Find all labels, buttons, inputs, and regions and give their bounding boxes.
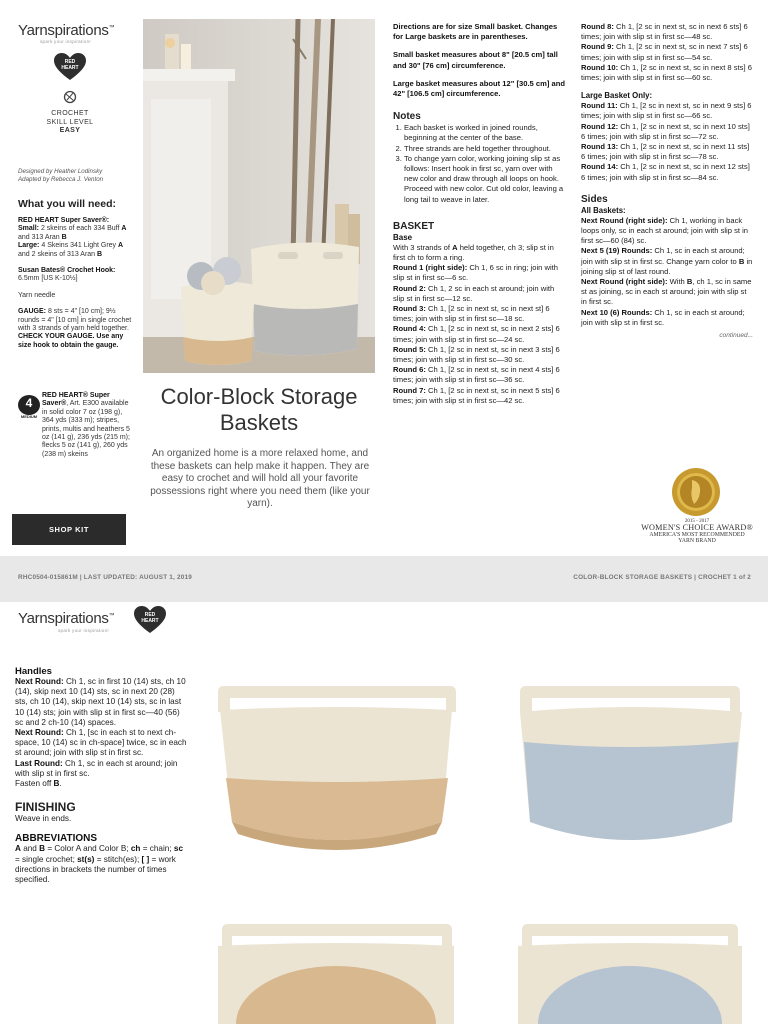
skill-level [30, 110, 110, 136]
heart-text [54, 60, 86, 71]
round-text: Ch 1, [2 sc in next st, sc in next st] 6 times; join with slip st in first sc—18 sc. [393, 304, 550, 324]
round-text: Ch 1, sc in each st around; join with slip st in first sc. Change yarn color to [581, 246, 745, 266]
red-heart-logo [134, 606, 168, 636]
skill-line3: EASY [59, 127, 81, 134]
base-intro [393, 243, 565, 263]
logo-tm: ™ [108, 613, 115, 619]
round-label: Next Round: [15, 677, 64, 686]
sides-heading: Sides [581, 193, 608, 205]
directions-p1: Directions are for size Small basket. Changes for Large baskets are in parentheses. [393, 22, 558, 42]
continued-label: continued... [719, 332, 753, 340]
gauge-label: GAUGE: [18, 308, 46, 316]
sides-round [581, 308, 753, 328]
abbr-eq3: = single crochet; [15, 854, 78, 864]
base-round [393, 284, 565, 304]
title-line2: Baskets [219, 410, 299, 435]
large-round [581, 122, 753, 142]
fasten-off [15, 779, 187, 789]
round-text: , ch 1, sc in same st as joining, sc in each st around; join with slip st in first sc. [581, 277, 752, 307]
yarnspirations-logo [18, 610, 114, 627]
rounds-column [581, 22, 753, 341]
round-label: Round 14: [581, 162, 619, 172]
adapted-by: Adapted by Rebecca J. Venton [18, 176, 104, 183]
round-text: Ch 1, 2 sc in each st around; join with slip st in first sc—12 sc. [393, 283, 555, 303]
large-round [581, 101, 753, 121]
round-label: Round 10: [581, 62, 619, 72]
small-text: 2 skeins of each 334 Buff [39, 225, 122, 233]
base-intro-pre: With 3 strands of [393, 242, 453, 252]
page2-text-column [15, 666, 187, 885]
base-intro-a: A [452, 242, 458, 252]
large-round [581, 162, 753, 182]
round-label: Round 7: [393, 385, 426, 395]
round-text: Ch 1, [2 sc in next st, sc in next 9 sts] 6 times; join with slip st in first sc—66 sc. [581, 101, 752, 121]
heart-text [134, 613, 166, 624]
yarn-description [42, 392, 130, 459]
intro-text: An organized home is a more relaxed home, and these baskets can help make it happen. They are easy to crochet and will hold all your favorite possessions right where you need them (like your yarn). [150, 448, 370, 510]
round-label: Round 3: [393, 304, 426, 314]
logo-text: Yarnspirations [18, 22, 109, 39]
logo-tagline: spark your inspiration! [40, 39, 91, 44]
handles-heading: Handles [15, 666, 52, 677]
round-label: Round 4: [393, 324, 426, 334]
round-text: Ch 1, [2 sc in next st, sc in next 8 sts] 6 times; join with slip st in first sc—60 sc. [581, 62, 752, 83]
heart-line1: RED [144, 612, 156, 618]
sides-round [581, 216, 753, 247]
basket-heading: BASKET [393, 220, 435, 232]
round-text: Ch 1, 6 sc in ring; join with slip st in first sc—6 sc. [393, 263, 558, 283]
logo-text: Yarnspirations [18, 610, 109, 627]
round-text: Ch 1, [2 sc in next st, sc in next 2 sts] 6 times; join with slip st in first sc—24 sc. [393, 324, 560, 344]
yarnspirations-logo [18, 22, 114, 39]
round-text: Ch 1, sc in each st around; join with slip st in first sc. [581, 307, 745, 327]
abbr-eq4: = stitch(es); [94, 854, 142, 864]
round-text: Ch 1, [2 sc in next st, sc in next 11 sts] 6 times; join with slip st in first sc—78 sc. [581, 142, 750, 162]
base-round [393, 345, 565, 365]
round-text: Ch 1, [sc in each st to next ch-space, 10 (14) sc in ch-space] twice, sc in each st around; join with slip st in first sc. [15, 728, 187, 758]
round-label: Round 12: [581, 121, 619, 131]
base-round [393, 324, 565, 344]
round-text: Ch 1, [2 sc in next st, sc in next 10 sts] 6 times; join with slip st in first sc—72 sc. [581, 121, 750, 141]
small-a: A [121, 225, 127, 233]
round-label: Next Round (right side): [581, 215, 668, 225]
abbreviations-heading: ABBREVIATIONS [15, 833, 98, 845]
small-label: Small: [18, 225, 40, 233]
note-item: 3. To change yarn color, working joining slip st as follows: Insert hook in first sc, yarn over with new color and draw through all loops on hook. Proceed with new color. Cut old color, leaving a long tail to weave in later. [404, 154, 565, 205]
round-text: Ch 1, [2 sc in next st, sc in next 12 sts] 6 times; join with slip st in first sc—84 sc. [581, 162, 750, 182]
logo-tagline: spark your inspiration! [58, 628, 109, 633]
yarn-title: RED HEART Super Saver®: [18, 217, 110, 224]
abbr-sts: st(s) [77, 854, 95, 864]
heart-line1: RED [64, 59, 76, 65]
directions-p3: Large basket measures about 12" [30.5 cm] and 42" [106.5 cm] circumference. [393, 78, 565, 99]
abbr-eq5: = work directions in brackets the number of times specified. [15, 854, 176, 885]
designed-by: Designed by Heather Lodinsky [18, 168, 103, 175]
page-title [143, 384, 375, 436]
round-text: Ch 1, [2 sc in next st, sc in next 5 sts] 6 times; join with slip st in first sc—42 sc. [393, 385, 560, 405]
weight-label: MEDIUM [20, 414, 38, 419]
round-label: Round 11: [581, 101, 618, 111]
shop-kit-button[interactable]: SHOP KIT [12, 514, 126, 545]
all-baskets-heading: All Baskets: [581, 205, 626, 215]
yarn-needle: Yarn needle [18, 291, 56, 299]
base-round [581, 63, 753, 83]
yarn-desc-title: RED HEART® Super Saver® [42, 392, 110, 408]
footer-left: RHC0504-015861M | LAST UPDATED: AUGUST 1, 2019 [18, 574, 192, 581]
base-round [393, 386, 565, 406]
award-seal [668, 466, 724, 518]
notes-heading: Notes [393, 111, 421, 123]
round-label: Last Round: [15, 758, 63, 768]
base-round [581, 42, 753, 62]
heart-line2: HEART [141, 617, 159, 624]
award-name: WOMEN'S CHOICE AWARD® [641, 523, 753, 533]
basket-photo-buff-top [210, 920, 462, 1024]
logo-tm: ™ [108, 25, 115, 31]
crochet-icon [63, 90, 77, 104]
page-footer [0, 556, 768, 602]
yarn-weight-icon [17, 394, 41, 420]
small-mid: and 313 Aran [18, 233, 62, 241]
round-text-pre: With [667, 277, 687, 287]
round-text: Ch 1, sc in each st around; join with slip st in first sc. [15, 758, 178, 778]
base-round [581, 22, 753, 42]
yarn-desc-text: , Art. E300 available in solid color 7 oz (198 g), 364 yds (333 m); stripes, prints, multis and heathers 5 oz (141 g), 236 yds (215 m); flecks 5 oz (141 g), 260 yds (238 m) skeins [42, 400, 130, 458]
sides-round [581, 246, 753, 277]
abbreviations-text [15, 844, 187, 885]
handles-round [15, 759, 187, 779]
large-text: 4 Skeins 341 Light Grey [39, 242, 119, 250]
large-label: Large: [18, 242, 40, 250]
base-intro-post: held together, ch 3; slip st in first ch to form a ring. [393, 242, 554, 263]
notes-list [393, 123, 565, 205]
round-text: Ch 1, [2 sc in next st, sc in next 7 sts] 6 times; join with slip st in first sc—54 sc. [581, 42, 748, 62]
fasten-text: Fasten off [15, 779, 54, 789]
large-a: A [118, 242, 124, 250]
note-item: 1. Each basket is worked in joined rounds, beginning at the center of the base. [404, 123, 565, 143]
directions-column [393, 22, 565, 406]
handles-round [15, 728, 187, 759]
red-heart-logo [54, 53, 88, 83]
abbr-sc: sc [173, 844, 183, 854]
hook-text: 6.5mm [US K-10½] [18, 275, 78, 283]
award-years: 2015 - 2017 [684, 519, 710, 524]
basket-photo-buff-side [210, 682, 462, 862]
abbr-and: and [20, 844, 40, 854]
large-b: B [97, 250, 103, 258]
skill-line2: SKILL LEVEL [46, 118, 94, 126]
base-heading: Base [393, 232, 413, 242]
abbr-a: A [15, 844, 21, 854]
note-item: 2. Three strands are held together throughout. [404, 144, 565, 154]
base-round [393, 365, 565, 385]
title-line1: Color-Block Storage [160, 384, 358, 409]
skill-line1: CROCHET [51, 110, 89, 117]
materials-heading: What you will need: [18, 198, 117, 210]
round-label: Next Round (right side): [581, 277, 668, 287]
round-text: Ch 1, sc in first 10 (14) sts, ch 10 (14), skip next 10 (14) sts, sc in next 20 (28) sts, ch 10 (14), skip next 10 (14) sts, sc in last 10 (14) sts; join with slip st in first sc—40 (56) sc and 2 ch-10 (14) spaces. [15, 677, 186, 727]
large-only-heading: Large Basket Only: [581, 91, 653, 101]
round-label: Next 10 (6) Rounds: [581, 307, 653, 317]
round-text-end: in joining slip st of last round. [581, 256, 753, 276]
materials-list [18, 217, 133, 350]
hook-title: Susan Bates® Crochet Hook: [18, 267, 116, 275]
footer-right: COLOR-BLOCK STORAGE BASKETS | CROCHET 1 of 2 [573, 574, 751, 581]
round-label: Next 5 (19) Rounds: [581, 246, 653, 256]
finishing-heading: FINISHING [15, 800, 76, 815]
round-label: Round 13: [581, 142, 619, 152]
award-line1: AMERICA'S MOST RECOMMENDED [649, 531, 745, 538]
round-label: Next Round: [15, 728, 64, 738]
round-text: Ch 1, [2 sc in next st, sc in next 4 sts] 6 times; join with slip st in first sc—36 sc. [393, 365, 560, 385]
basket-photo-grey-side [512, 682, 748, 862]
award-line2: YARN BRAND [678, 538, 716, 545]
abbr-eq1: = Color A and Color B; [45, 844, 131, 854]
abbr-brackets: [ ] [141, 854, 150, 864]
weight-number: 4 [25, 396, 33, 410]
directions-p2: Small basket measures about 8" [20.5 cm] tall and 30" [76 cm] circumference. [393, 50, 558, 70]
round-text: Ch 1, working in back loops only, sc in each st around; join with slip st in first sc—60 (84) sc. [581, 215, 749, 246]
round-text: Ch 1, [2 sc in next st, sc in next 3 sts] 6 times; join with slip st in first sc—30 sc. [393, 344, 560, 365]
round-label: Round 6: [393, 365, 426, 375]
color-b: B [686, 277, 693, 287]
round-label: Round 8: [581, 22, 614, 31]
round-label: Round 9: [581, 42, 614, 52]
handles-round [15, 677, 187, 728]
finishing-text: Weave in ends. [15, 814, 72, 824]
large-round [581, 142, 753, 162]
hero-photo [143, 19, 375, 373]
heart-line2: HEART [61, 64, 79, 71]
round-label: Round 1 (right side): [393, 263, 468, 273]
color-b: B [53, 779, 60, 789]
award-text [638, 519, 756, 545]
award-medal-icon [668, 466, 724, 518]
abbr-eq2: = chain; [140, 844, 174, 854]
page-2 [0, 602, 768, 1024]
base-round [393, 263, 565, 283]
round-text: Ch 1, [2 sc in next st, sc in next 6 sts] 6 times; join with slip st in first sc—48 sc. [581, 22, 748, 42]
basket-photo-grey-top [512, 920, 748, 1024]
round-label: Round 2: [393, 283, 426, 293]
fasten-end: . [59, 779, 62, 789]
abbr-b: B [39, 844, 46, 854]
base-round [393, 304, 565, 324]
gauge-bold: CHECK YOUR GAUGE. Use any size hook to obtain the gauge. [18, 333, 124, 349]
gauge-text: 8 sts = 4" [10 cm]; 9½ rounds = 4" [10 cm] in single crochet with 3 strands of yarn held together. [18, 308, 132, 333]
abbr-ch: ch [130, 844, 141, 854]
color-b: B [738, 256, 745, 266]
small-b: B [61, 233, 67, 241]
large-mid: and 2 skeins of 313 Aran [18, 250, 97, 258]
sides-round [581, 277, 753, 308]
round-label: Round 5: [393, 344, 426, 354]
credits [18, 168, 138, 184]
